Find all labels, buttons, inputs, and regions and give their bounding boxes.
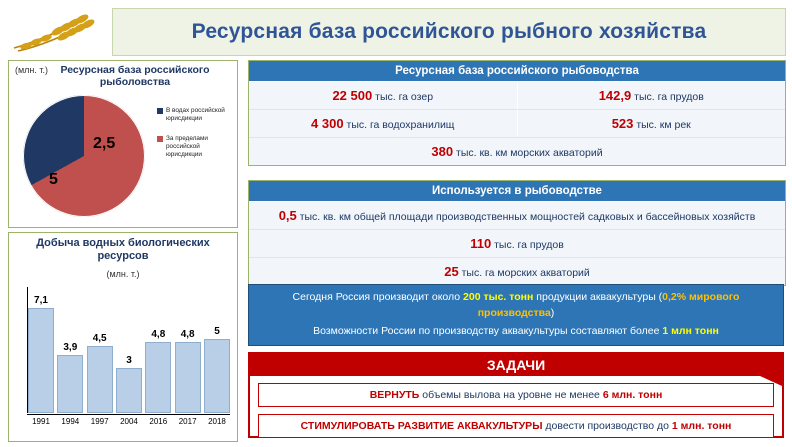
bar-rect: [28, 308, 54, 413]
bar-column: [88, 287, 112, 413]
bar-column: [176, 287, 200, 413]
bar-category-label: 2017: [178, 417, 197, 426]
table-cell: [249, 202, 785, 229]
legend-label-blue: В водах российской юрисдикции: [166, 107, 225, 122]
note-line-2: [313, 323, 719, 341]
table-cell: [249, 110, 518, 137]
legend-label-red: За пределами российской юрисдикции: [166, 135, 208, 158]
table-row: [249, 82, 785, 110]
table-cell-text: тыс. га прудов: [491, 239, 564, 251]
bar-rect: [116, 368, 142, 413]
table-cell-value: 0,5: [278, 208, 297, 223]
bar-rect: [145, 342, 171, 413]
usage-table-body: [249, 202, 785, 285]
page-header: [112, 8, 786, 56]
note-highlight-share: 0,2% мирового производства: [477, 291, 740, 320]
bar-value-label: 5: [214, 326, 220, 337]
table-cell: [249, 82, 518, 109]
table-row: [249, 258, 785, 285]
legend-item-blue: [157, 107, 235, 123]
table-cell: [249, 258, 785, 285]
wheat-logo-icon: [6, 8, 110, 54]
bar-rect: [175, 342, 201, 413]
tasks-header: ЗАДАЧИ: [250, 354, 782, 376]
usage-table: [248, 180, 786, 286]
bar-category-label: 2016: [149, 417, 168, 426]
pie-slice-label-russian-waters: 2,5: [93, 135, 116, 152]
table-cell: [249, 230, 785, 257]
bar-value-label: 4,8: [151, 329, 166, 340]
table-cell: [249, 138, 785, 165]
note-text: ): [550, 307, 555, 320]
legend-swatch-icon: [157, 108, 163, 114]
bar-chart-x-labels: [29, 417, 229, 426]
table-cell-text: тыс. км рек: [633, 119, 691, 131]
bar-column: [58, 287, 82, 413]
resources-table-header: Ресурсная база российского рыбоводства: [249, 61, 785, 82]
pie-chart-card: [8, 60, 238, 228]
bar-value-label: 7,1: [34, 295, 48, 306]
legend-swatch-icon: [157, 136, 163, 142]
task-keyword: ВЕРНУТЬ: [369, 389, 420, 401]
pie-legend: [157, 107, 235, 171]
table-cell-value: 110: [470, 236, 492, 251]
bar-value-label: 4,8: [180, 329, 195, 340]
bar-column: [146, 287, 170, 413]
table-row: [249, 138, 785, 165]
task-row: [258, 414, 774, 438]
table-cell-value: 4 300: [311, 116, 344, 131]
table-cell: [518, 110, 786, 137]
task-highlight: 6 млн. тонн: [602, 389, 663, 401]
bar-chart-bars: [29, 287, 229, 413]
note-line-1: [257, 289, 775, 323]
bar-chart-x-axis: [27, 414, 230, 415]
table-cell-text: тыс. га озер: [372, 91, 434, 103]
bar-column: [117, 287, 141, 413]
table-cell-text: тыс. га морских акваторий: [458, 267, 590, 279]
tasks-box: [248, 352, 784, 438]
bar-category-label: 1991: [32, 417, 50, 426]
task-highlight: 1 млн. тонн: [671, 420, 732, 432]
table-cell-text: тыс. кв. км морских акваторий: [453, 147, 603, 159]
table-cell-value: 25: [444, 264, 459, 279]
table-cell-text: тыс. га водохранилищ: [343, 119, 455, 131]
legend-item-red: [157, 135, 235, 159]
pie-chart-title: Ресурсная база российского рыболовства: [60, 64, 210, 89]
production-note-box: [248, 284, 784, 346]
table-cell-text: тыс. кв. км общей площади производственных мощностей садковых и бассейновых хозяйств: [296, 211, 756, 223]
table-row: [249, 202, 785, 230]
pie-chart-graphic: [23, 95, 151, 221]
table-cell-value: 142,9: [598, 88, 632, 103]
bar-units-label: (млн. т.): [106, 269, 140, 279]
resources-table: [248, 60, 786, 166]
table-cell-text: тыс. га прудов: [631, 91, 704, 103]
bar-value-label: 3: [126, 355, 132, 366]
bar-rect: [204, 339, 230, 413]
table-cell: [518, 82, 786, 109]
note-highlight-potential: 1 млн тонн: [662, 324, 719, 337]
note-highlight-volume: 200 тыс. тонн: [463, 291, 534, 304]
page-title: Ресурсная база российского рыбного хозяйства: [191, 20, 707, 43]
note-text: Возможности России по производству аквакультуры составляют более: [313, 324, 663, 337]
bar-column: [29, 287, 53, 413]
table-row: [249, 110, 785, 138]
bar-value-label: 3,9: [63, 342, 78, 353]
bar-category-label: 2004: [120, 417, 138, 426]
table-cell-value: 380: [431, 144, 454, 159]
table-cell-value: 22 500: [332, 88, 373, 103]
usage-table-header: Используется в рыбоводстве: [249, 181, 785, 202]
bar-category-label: 1997: [90, 417, 109, 426]
task-row: [258, 383, 774, 407]
bar-value-label: 4,5: [92, 333, 107, 344]
task-keyword: СТИМУЛИРОВАТЬ РАЗВИТИЕ АКВАКУЛЬТУРЫ: [300, 420, 543, 432]
task-text: объемы вылова на уровне не менее: [419, 389, 603, 401]
bar-rect: [57, 355, 83, 413]
bar-column: [205, 287, 229, 413]
bar-category-label: 1994: [61, 417, 80, 426]
bar-rect: [87, 346, 113, 413]
resources-table-body: [249, 82, 785, 165]
pie-units-label: (млн. т.): [15, 65, 49, 75]
bar-chart-title: Добыча водных биологических ресурсов: [36, 237, 210, 263]
note-text: продукции аквакультуры (: [533, 291, 663, 304]
bar-category-label: 2018: [208, 417, 226, 426]
bar-chart-card: [8, 232, 238, 442]
table-cell-value: 523: [611, 116, 634, 131]
task-text: довести производство до: [542, 420, 672, 432]
table-row: [249, 230, 785, 258]
pie-slice-label-outside: 5: [49, 171, 58, 188]
note-text: Сегодня Россия производит около: [292, 291, 464, 304]
